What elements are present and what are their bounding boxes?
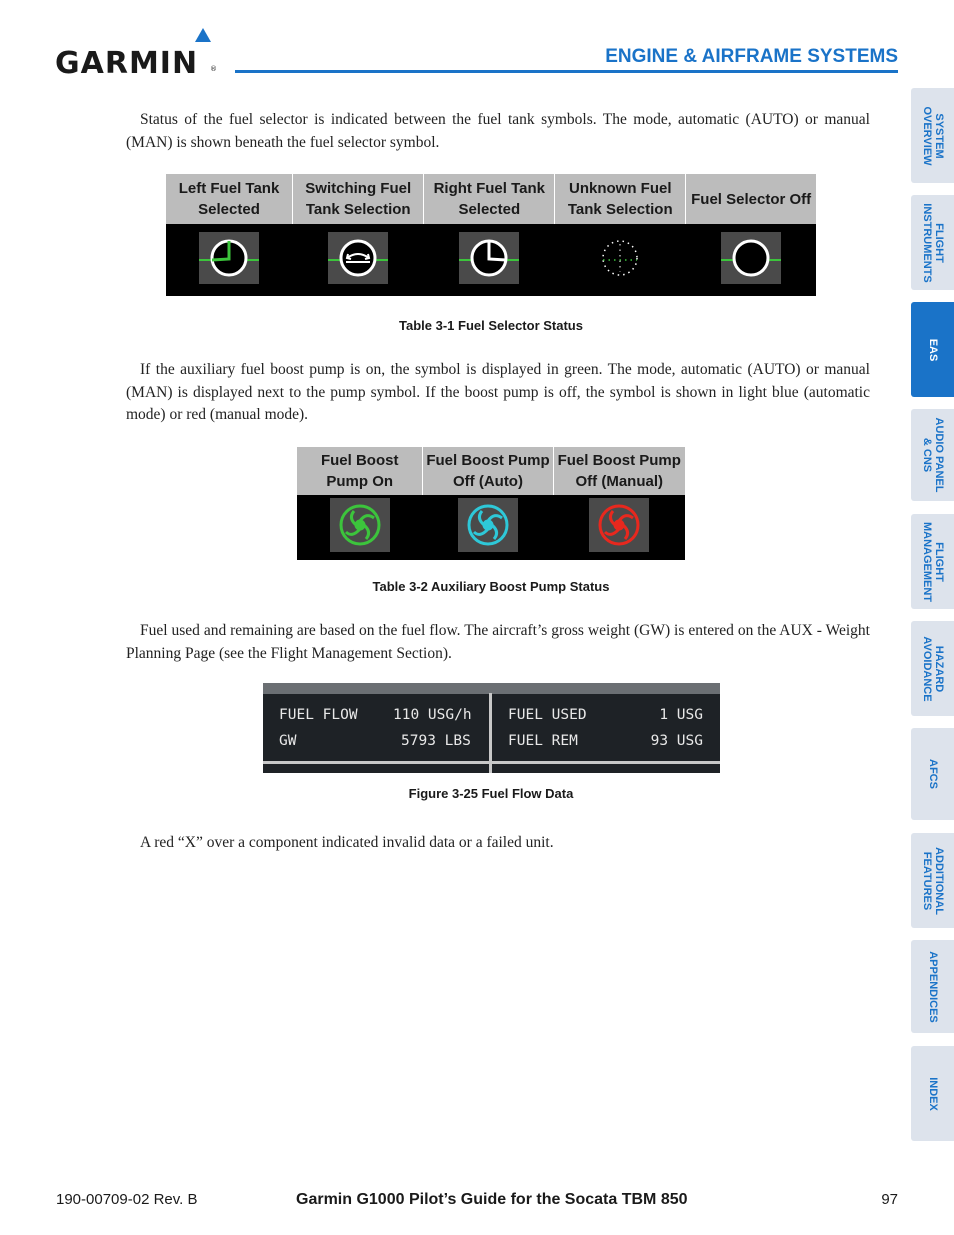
side-tab-label: SYSTEM OVERVIEW bbox=[920, 105, 945, 166]
side-tab-label: AFCS bbox=[926, 759, 939, 789]
table-header: Switching Fuel Tank Selection bbox=[293, 174, 424, 224]
logo-text: GARMIN bbox=[55, 46, 199, 81]
side-tab-label: FLIGHT INSTRUMENTS bbox=[920, 202, 945, 283]
fuel-selector-right-icon bbox=[459, 232, 519, 284]
side-tab-appendices[interactable] bbox=[911, 940, 954, 1033]
table-cell bbox=[424, 224, 555, 296]
footer-page-number: 97 bbox=[881, 1191, 898, 1208]
side-tab-flight-management[interactable] bbox=[911, 514, 954, 609]
table-caption: Table 3-1 Fuel Selector Status bbox=[399, 318, 583, 333]
fuel-remaining-value: 93 USG bbox=[650, 733, 703, 749]
side-tab-label: EAS bbox=[926, 338, 939, 361]
fuel-remaining-label: FUEL REM bbox=[508, 733, 578, 749]
side-tab-system-overview[interactable] bbox=[911, 88, 954, 183]
fuel-flow-label: FUEL FLOW bbox=[279, 707, 358, 723]
table-header: Left Fuel Tank Selected bbox=[166, 174, 293, 224]
side-tab-label: APPENDICES bbox=[926, 950, 939, 1023]
gross-weight-label: GW bbox=[279, 733, 297, 749]
fuel-flow-value: 110 USG/h bbox=[393, 707, 472, 723]
table-caption: Table 3-2 Auxiliary Boost Pump Status bbox=[372, 579, 610, 594]
window-bottom-rule bbox=[263, 761, 720, 764]
table-cell bbox=[297, 495, 423, 560]
side-tab-index[interactable] bbox=[911, 1046, 954, 1141]
fuel-selector-switching-icon bbox=[328, 232, 388, 284]
table-header: Fuel Boost Pump On bbox=[297, 447, 423, 495]
logo-triangle-icon bbox=[195, 28, 211, 42]
garmin-logo bbox=[55, 28, 220, 81]
table-header: Fuel Selector Off bbox=[686, 174, 816, 224]
boost-pump-off-auto-icon bbox=[458, 498, 518, 552]
side-tab-eas[interactable] bbox=[911, 302, 954, 397]
header-rule bbox=[235, 70, 898, 73]
table-header: Fuel Boost Pump Off (Manual) bbox=[553, 447, 685, 495]
table-header: Unknown Fuel Tank Selection bbox=[555, 174, 686, 224]
footer-title: Garmin G1000 Pilot’s Guide for the Socata TBM 850 bbox=[296, 1191, 688, 1208]
side-tab-label: HAZARD AVOIDANCE bbox=[920, 635, 945, 702]
side-tab-additional-features[interactable] bbox=[911, 833, 954, 928]
table-header: Fuel Boost Pump Off (Auto) bbox=[423, 447, 553, 495]
fuel-selector-off-icon bbox=[721, 232, 781, 284]
paragraph-boost-pump: If the auxiliary fuel boost pump is on, the symbol is displayed in green. The mode, automatic (AUTO) or manual (MAN) is displayed next to the pump symbol. If the boost pump is off, the symbol is shown in light blue (automatic mode) or red (manual mode). bbox=[126, 361, 870, 423]
fuel-used-value: 1 USG bbox=[659, 707, 703, 723]
boost-pump-on-icon bbox=[330, 498, 390, 552]
table-cell bbox=[166, 224, 293, 296]
fuel-flow-data-window bbox=[263, 683, 720, 773]
side-tab-flight-instruments[interactable] bbox=[911, 195, 954, 290]
fuel-selector-status-table bbox=[166, 174, 816, 296]
table-cell bbox=[423, 495, 553, 560]
side-tab-hazard-avoidance[interactable] bbox=[911, 621, 954, 716]
side-tab-afcs[interactable] bbox=[911, 728, 954, 820]
boost-pump-status-table bbox=[297, 447, 685, 560]
side-tab-audio-panel-cns[interactable] bbox=[911, 409, 954, 501]
figure-caption: Figure 3-25 Fuel Flow Data bbox=[408, 786, 574, 801]
side-tab-label: FLIGHT MANAGEMENT bbox=[920, 521, 945, 602]
table-header: Right Fuel Tank Selected bbox=[424, 174, 555, 224]
boost-pump-off-manual-icon bbox=[589, 498, 649, 552]
side-tab-label: AUDIO PANEL & CNS bbox=[920, 417, 945, 493]
paragraph-fuel-flow: Fuel used and remaining are based on the fuel flow. The aircraft’s gross weight (GW) is entered on the AUX - Weight Planning Page (see the Flight Management Section). bbox=[126, 622, 870, 662]
fuel-selector-unknown-icon bbox=[590, 232, 650, 284]
table-cell bbox=[686, 224, 816, 296]
paragraph-fuel-selector: Status of the fuel selector is indicated between the fuel tank symbols. The mode, automatic (AUTO) or manual (MAN) is shown beneath the fuel selector symbol. bbox=[126, 111, 870, 151]
section-title: ENGINE & AIRFRAME SYSTEMS bbox=[605, 46, 898, 67]
paragraph-red-x: A red “X” over a component indicated invalid data or a failed unit. bbox=[140, 834, 554, 851]
table-cell bbox=[555, 224, 686, 296]
side-tab-label: ADDITIONAL FEATURES bbox=[920, 846, 945, 915]
table-cell bbox=[553, 495, 685, 560]
footer-doc-number: 190-00709-02 Rev. B bbox=[56, 1191, 198, 1208]
side-tab-label: INDEX bbox=[926, 1076, 939, 1111]
table-cell bbox=[293, 224, 424, 296]
gross-weight-value: 5793 LBS bbox=[401, 733, 471, 749]
fuel-selector-left-icon bbox=[199, 232, 259, 284]
logo-registered-mark: ® bbox=[210, 65, 217, 73]
fuel-used-label: FUEL USED bbox=[508, 707, 587, 723]
